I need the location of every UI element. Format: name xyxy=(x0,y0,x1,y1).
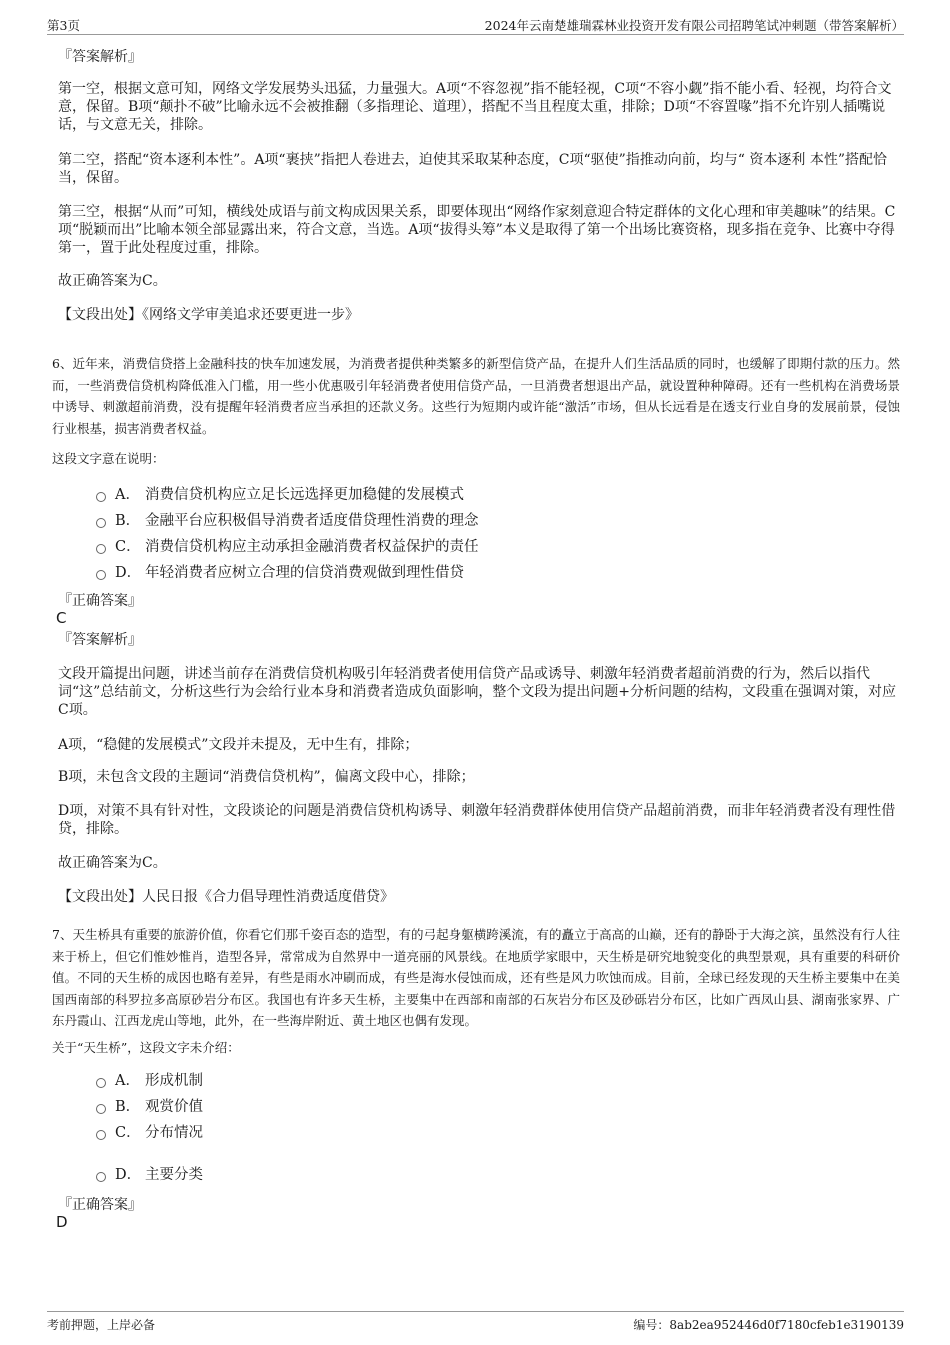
q6-analysis-a2: A项，“稳健的发展模式”文段并未提及，无中生有，排除； xyxy=(58,737,419,753)
document-id: 编号：8ab2ea952446d0f7180cfeb1e3190139 xyxy=(633,1318,904,1332)
radio-icon[interactable] xyxy=(96,544,106,554)
radio-icon[interactable] xyxy=(96,1130,106,1140)
q7-answer-label: 『正确答案』 xyxy=(58,1197,142,1213)
option-text: 消费信贷机构应主动承担金融消费者权益保护的责任 xyxy=(145,539,479,555)
q6-answer-label: 『正确答案』 xyxy=(58,593,142,609)
option-text: 分布情况 xyxy=(145,1125,203,1141)
q7-option-c[interactable] xyxy=(96,1122,203,1144)
q7-stem: 7、天生桥具有重要的旅游价值，你看它们那千姿百态的造型，有的弓起身躯横跨溪流，有的矗立于高高的山巅，还有的静卧于大海之滨，虽然没有行人往来于桥上，但它们惟妙惟肖，造型各异，常常成为自然界中一道亮丽的风景线。在地质学家眼中，天生桥是研究地貌变化的典型景观，具有重要的科研价值。不同的天生桥的成因也略有差异，有些是雨水冲刷而成，有些是海水侵蚀而成，还有些是风力吹蚀而成。目前，全球已经发现的天生桥主要集中在美国西南部的科罗拉多高原砂岩分布区。我国也有许多天生桥，主要集中在西部和南部的石灰岩分布区及砂砾岩分布区，比如广西凤山县、湖南张家界、广东丹霞山、江西龙虎山等地，此外，在一些海岸附近、黄土地区也偶有发现。 xyxy=(52,927,900,1028)
option-text: 观赏价值 xyxy=(145,1099,203,1115)
q5-analysis-p2: 第二空，搭配“资本逐利本性”。A项“裹挟”指把人卷进去，迫使其采取某种态度，C项“驱使”指推动向前，均与“ 资本逐利 本性”搭配恰当，保留。 xyxy=(58,152,887,186)
option-text: 消费信贷机构应立足长远选择更加稳健的发展模式 xyxy=(145,487,464,503)
q7-option-a[interactable] xyxy=(96,1070,203,1092)
q6-analysis-a3: B项，未包含文段的主题词“消费信贷机构”，偏离文段中心，排除； xyxy=(58,769,475,785)
q6-source: 【文段出处】人民日报《合力倡导理性消费适度借贷》 xyxy=(58,889,394,905)
option-text: 形成机制 xyxy=(145,1073,203,1089)
q5-analysis-label: 『答案解析』 xyxy=(58,49,142,65)
radio-icon[interactable] xyxy=(96,1078,106,1088)
document-title: 2024年云南楚雄瑞霖林业投资开发有限公司招聘笔试冲刺题（带答案解析） xyxy=(484,18,904,33)
radio-icon[interactable] xyxy=(96,1104,106,1114)
q7-option-d[interactable] xyxy=(96,1164,203,1186)
q5-analysis-p3: 第三空，根据“从而”可知，横线处成语与前文构成因果关系，即要体现出“网络作家刻意迎合特定群体的文化心理和审美趣味”的结果。C项“脱颖而出”比喻本领全部显露出来，符合文意，当选。A项“拔得头筹”本义是取得了第一个出场比赛资格，现多指在竞争、比赛中夺得第一，置于此处程度过重，排除。 xyxy=(58,204,896,256)
q5-source: 【文段出处】《网络文学审美追求还要更进一步》 xyxy=(58,307,359,323)
q5-analysis-p1: 第一空，根据文意可知，网络文学发展势头迅猛，力量强大。A项“不容忽视”指不能轻视，C项“不容小觑”指不能小看、轻视，均符合文意，保留。B项“颠扑不破”比喻永远不会被推翻（多指理论、道理），搭配不当且程度太重，排除；D项“不容置喙”指不允许别人插嘴说话，与文意无关，排除。 xyxy=(58,81,892,133)
page-footer xyxy=(47,1311,904,1336)
option-letter: A． xyxy=(115,487,140,503)
q6-answer: C xyxy=(56,609,67,627)
option-text: 金融平台应积极倡导消费者适度借贷理性消费的理念 xyxy=(145,513,479,529)
option-letter: B． xyxy=(115,513,141,529)
q6-option-d[interactable] xyxy=(96,562,464,584)
option-text: 年轻消费者应树立合理的信贷消费观做到理性借贷 xyxy=(145,565,464,581)
radio-icon[interactable] xyxy=(96,492,106,502)
q6-option-c[interactable] xyxy=(96,536,479,558)
q6-analysis-a1: 文段开篇提出问题，讲述当前存在消费信贷机构吸引年轻消费者使用信贷产品或诱导、刺激年轻消费者超前消费的行为，然后以指代词“这”总结前文，分析这些行为会给行业本身和消费者造成负面影响，整个文段为提出问题+分析问题的结构，文段重在强调对策，对应C项。 xyxy=(58,666,897,718)
option-letter: A． xyxy=(115,1073,140,1089)
radio-icon[interactable] xyxy=(96,570,106,580)
q6-analysis-label: 『答案解析』 xyxy=(58,632,142,648)
q6-analysis-a4: D项，对策不具有针对性，文段谈论的问题是消费信贷机构诱导、刺激年轻消费群体使用信贷产品超前消费，而非年轻消费者没有理性借贷，排除。 xyxy=(58,803,896,837)
q7-answer: D xyxy=(56,1213,68,1231)
option-letter: C． xyxy=(115,1125,141,1141)
option-letter: D． xyxy=(115,1167,142,1183)
q5-conclusion: 故正确答案为C。 xyxy=(58,273,167,289)
page-header xyxy=(47,14,904,35)
q7-prompt: 关于“天生桥”，这段文字未介绍： xyxy=(52,1040,240,1055)
radio-icon[interactable] xyxy=(96,518,106,528)
radio-icon[interactable] xyxy=(96,1172,106,1182)
q6-conclusion: 故正确答案为C。 xyxy=(58,855,167,871)
q6-option-a[interactable] xyxy=(96,484,464,506)
option-letter: B． xyxy=(115,1099,141,1115)
q7-option-b[interactable] xyxy=(96,1096,203,1118)
option-letter: C． xyxy=(115,539,141,555)
q6-prompt: 这段文字意在说明： xyxy=(52,451,165,466)
footer-slogan: 考前押题，上岸必备 xyxy=(47,1318,156,1332)
page-number: 第3页 xyxy=(47,18,80,33)
q6-option-b[interactable] xyxy=(96,510,479,532)
q6-stem: 6、近年来，消费信贷搭上金融科技的快车加速发展，为消费者提供种类繁多的新型信贷产品，在提升人们生活品质的同时，也缓解了即期付款的压力。然而，一些消费信贷机构降低准入门槛，用一些小优惠吸引年轻消费者使用信贷产品，一旦消费者想退出产品，就设置种种障碍。还有一些机构在消费场景中诱导、刺激超前消费，没有提醒年轻消费者应当承担的还款义务。这些行为短期内或许能“激活”市场，但从长远看是在透支行业自身的发展前景，侵蚀行业根基，损害消费者权益。 xyxy=(52,356,900,436)
option-letter: D． xyxy=(115,565,142,581)
option-text: 主要分类 xyxy=(145,1167,203,1183)
